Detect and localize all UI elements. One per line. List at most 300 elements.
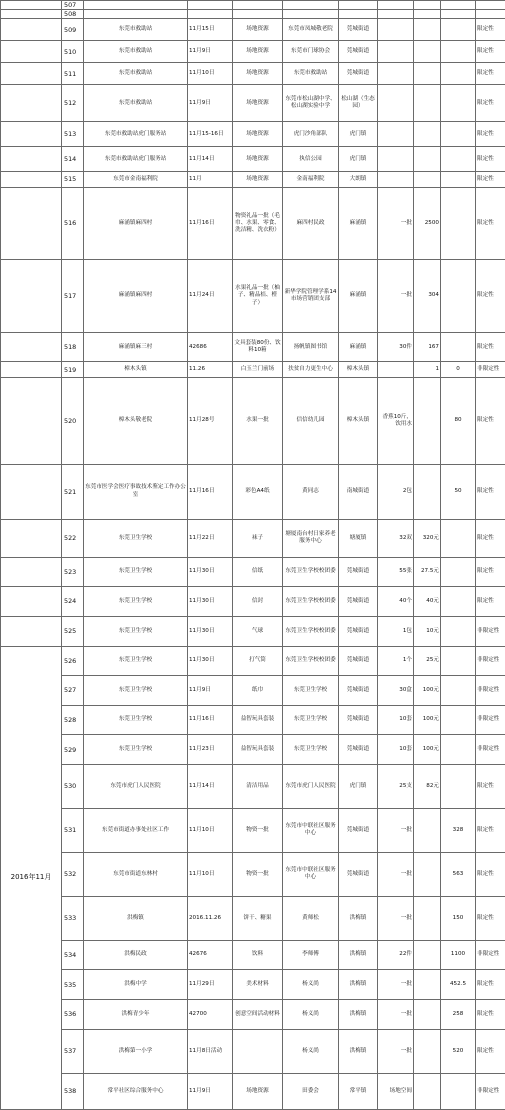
month-cell-empty (1, 172, 62, 187)
table-cell: 白玉兰门前场 (233, 362, 283, 377)
table-cell: 东莞市虎门人民医院 (283, 765, 339, 809)
table-cell: 非限定性 (476, 705, 505, 735)
table-cell: 11月9日 (188, 41, 233, 63)
table-cell (414, 41, 441, 63)
table-cell (441, 63, 476, 85)
table-cell: 东莞市救助站 (283, 63, 339, 85)
table-cell: 563 (441, 852, 476, 896)
table-cell: 莞城街道 (339, 41, 378, 63)
table-cell (476, 10, 505, 19)
table-row (1, 260, 505, 333)
table-cell (441, 616, 476, 646)
table-cell (414, 1, 441, 10)
table-row (1, 19, 505, 41)
table-cell: 11月9日 (188, 1073, 233, 1110)
table-cell (441, 676, 476, 706)
table-cell: 320元 (414, 519, 441, 557)
table-cell (441, 519, 476, 557)
table-cell: 限定性 (476, 557, 505, 587)
table-cell: 水果一批 (233, 377, 283, 464)
table-cell (441, 187, 476, 260)
table-cell: 非限定性 (476, 735, 505, 765)
table-cell: 东莞市中联社区服务中心 (283, 852, 339, 896)
table-cell: 东莞市街道东林村 (84, 852, 188, 896)
table-cell (414, 896, 441, 940)
table-cell: 袜子 (233, 519, 283, 557)
table-cell: 50 (441, 464, 476, 519)
table-cell: 限定性 (476, 377, 505, 464)
table-cell: 纸巾 (233, 676, 283, 706)
table-cell (414, 85, 441, 122)
table-cell (378, 172, 414, 187)
table-cell: 11月30日 (188, 557, 233, 587)
table-cell: 东莞卫生学校校团委 (283, 557, 339, 587)
table-cell: 莞城街道 (339, 735, 378, 765)
table-cell: 东莞市松山湖中学、松山湖实验中学 (283, 85, 339, 122)
table-row (1, 765, 505, 809)
table-cell: 虎门镇 (339, 765, 378, 809)
table-cell: 扶贫自力更生中心 (283, 362, 339, 377)
table-cell (378, 63, 414, 85)
table-row (1, 616, 505, 646)
table-cell (414, 464, 441, 519)
table-cell: 258 (441, 1000, 476, 1030)
table-cell: 11月16日 (188, 705, 233, 735)
table-cell (441, 765, 476, 809)
table-cell: 11月23日 (188, 735, 233, 765)
table-row (1, 646, 505, 676)
table-cell (441, 122, 476, 147)
table-cell (378, 362, 414, 377)
table-cell: 非限定性 (476, 1073, 505, 1110)
table-cell: 东莞卫生学校 (283, 676, 339, 706)
table-cell: 东莞卫生学校 (84, 557, 188, 587)
table-row (1, 852, 505, 896)
table-cell: 452.5 (441, 970, 476, 1000)
table-cell: 55张 (378, 557, 414, 587)
table-cell: 非限定性 (476, 362, 505, 377)
month-cell: 2016年11月 (1, 646, 62, 1110)
table-cell (339, 10, 378, 19)
table-cell (414, 852, 441, 896)
table-cell: 场地资源 (233, 63, 283, 85)
table-cell: 限定性 (476, 1029, 505, 1073)
table-cell: 一批 (378, 1029, 414, 1073)
table-cell: 40元 (414, 587, 441, 617)
table-cell: 益智玩具套装 (233, 705, 283, 735)
table-row (1, 1000, 505, 1030)
table-cell: 东莞卫生学校 (84, 676, 188, 706)
table-cell: 非限定性 (476, 940, 505, 970)
table-cell: 田委会 (283, 1073, 339, 1110)
month-cell-empty (1, 63, 62, 85)
table-cell: 10套 (378, 705, 414, 735)
row-number: 529 (62, 735, 84, 765)
table-cell (441, 332, 476, 362)
table-cell: 328 (441, 808, 476, 852)
table-cell (378, 10, 414, 19)
table-cell (414, 377, 441, 464)
table-cell: 限定性 (476, 808, 505, 852)
table-cell: 11月15日 (188, 19, 233, 41)
table-cell: 2包 (378, 464, 414, 519)
table-cell: 11月15-16日 (188, 122, 233, 147)
table-cell: 非限定性 (476, 646, 505, 676)
row-number: 509 (62, 19, 84, 41)
table-cell: 莞城街道 (339, 63, 378, 85)
table-cell (441, 1, 476, 10)
table-cell: 11.26 (188, 362, 233, 377)
table-cell: 非限定性 (476, 676, 505, 706)
table-cell (414, 147, 441, 172)
table-cell: 打气筒 (233, 646, 283, 676)
table-cell: 东莞市门球协会 (283, 41, 339, 63)
row-number: 518 (62, 332, 84, 362)
table-row (1, 85, 505, 122)
table-cell: 场地资源 (233, 122, 283, 147)
table-cell: 东莞卫生学校 (84, 616, 188, 646)
table-cell: 一批 (378, 896, 414, 940)
table-cell: 11月10日 (188, 852, 233, 896)
table-cell: 李师傅 (283, 940, 339, 970)
table-cell: 304 (414, 260, 441, 333)
table-cell: 限定性 (476, 187, 505, 260)
table-cell: 樟木头镇 (339, 362, 378, 377)
month-cell-empty (1, 557, 62, 587)
table-row (1, 587, 505, 617)
table-row (1, 41, 505, 63)
table-cell: 一批 (378, 852, 414, 896)
table-cell: 场地资源 (233, 147, 283, 172)
table-cell: 11月9日 (188, 85, 233, 122)
table-cell: 27.5元 (414, 557, 441, 587)
table-cell (441, 147, 476, 172)
table-cell: 莞城街道 (339, 852, 378, 896)
table-cell: 东莞市凤城敬老院 (283, 19, 339, 41)
row-number: 528 (62, 705, 84, 735)
row-number: 526 (62, 646, 84, 676)
table-cell: 黄师松 (283, 896, 339, 940)
table-row (1, 735, 505, 765)
table-cell: 东莞卫生学校校团委 (283, 616, 339, 646)
table-cell: 11月30日 (188, 587, 233, 617)
table-cell: 限定性 (476, 464, 505, 519)
table-cell (441, 705, 476, 735)
table-cell: 11月30日 (188, 616, 233, 646)
table-cell (441, 10, 476, 19)
row-number: 507 (62, 1, 84, 10)
month-cell-empty (1, 10, 62, 19)
table-cell: 气球 (233, 616, 283, 646)
month-cell-empty (1, 362, 62, 377)
table-cell: 11月10日 (188, 63, 233, 85)
table-cell: 彩色A4纸 (233, 464, 283, 519)
table-row (1, 1029, 505, 1073)
table-cell: 南城街道 (339, 464, 378, 519)
table-body (1, 1, 505, 1110)
row-number: 525 (62, 616, 84, 646)
month-cell-empty (1, 464, 62, 519)
row-number: 538 (62, 1073, 84, 1110)
table-cell: 11月14日 (188, 147, 233, 172)
table-row (1, 122, 505, 147)
table-cell: 25支 (378, 765, 414, 809)
table-cell: 莞城街道 (339, 557, 378, 587)
table-cell: 洪梅中学 (84, 970, 188, 1000)
table-row (1, 519, 505, 557)
table-cell: 11月14日 (188, 765, 233, 809)
table-cell: 信信幼儿园 (283, 377, 339, 464)
table-row (1, 1073, 505, 1110)
table-cell: 限定性 (476, 765, 505, 809)
table-cell (283, 10, 339, 19)
table-cell: 樟木头镇 (339, 377, 378, 464)
table-cell: 场地空间 (378, 1073, 414, 1110)
row-number: 527 (62, 676, 84, 706)
table-cell: 饮料 (233, 940, 283, 970)
table-cell (233, 1, 283, 10)
table-cell: 虎门镇 (339, 147, 378, 172)
table-cell (441, 41, 476, 63)
table-cell: 1包 (378, 616, 414, 646)
table-cell (414, 172, 441, 187)
table-cell: 限定性 (476, 122, 505, 147)
table-cell: 东莞卫生学校 (84, 587, 188, 617)
table-cell: 限定性 (476, 260, 505, 333)
table-cell (414, 19, 441, 41)
table-cell (188, 1, 233, 10)
row-number: 508 (62, 10, 84, 19)
table-cell: 洪梅镇 (339, 970, 378, 1000)
table-cell (476, 1, 505, 10)
table-cell (339, 1, 378, 10)
table-cell: 100元 (414, 705, 441, 735)
table-cell: 创意空间活动材料 (233, 1000, 283, 1030)
table-cell: 82元 (414, 765, 441, 809)
table-cell: 莞城街道 (339, 676, 378, 706)
table-cell: 东莞卫生学校校团委 (283, 587, 339, 617)
table-cell: 新华学院管理学系14市场营销团支部 (283, 260, 339, 333)
table-row (1, 676, 505, 706)
table-cell: 东莞市虎门人民医院 (84, 765, 188, 809)
table-cell: 东莞卫生学校 (84, 519, 188, 557)
table-row (1, 1, 505, 10)
row-number: 532 (62, 852, 84, 896)
month-cell-empty (1, 122, 62, 147)
table-cell (441, 172, 476, 187)
table-cell: 清洁用品 (233, 765, 283, 809)
row-number: 520 (62, 377, 84, 464)
row-number: 515 (62, 172, 84, 187)
table-cell: 32双 (378, 519, 414, 557)
table-cell: 1个 (378, 646, 414, 676)
table-cell: 限定性 (476, 19, 505, 41)
table-cell: 限定性 (476, 41, 505, 63)
table-cell: 2016.11.26 (188, 896, 233, 940)
table-row (1, 970, 505, 1000)
table-cell: 麻涌镇麻四村 (84, 260, 188, 333)
table-cell: 167 (414, 332, 441, 362)
table-cell: 物资一批 (233, 808, 283, 852)
table-cell: 限定性 (476, 587, 505, 617)
table-cell: 限定性 (476, 172, 505, 187)
table-cell (378, 85, 414, 122)
table-cell (378, 1, 414, 10)
table-cell (414, 1000, 441, 1030)
table-cell: 麻涌镇麻三村 (84, 332, 188, 362)
table-cell: 东莞卫生学校 (84, 735, 188, 765)
table-cell: 信纸 (233, 557, 283, 587)
table-cell: 一批 (378, 260, 414, 333)
table-cell: 莞城街道 (339, 616, 378, 646)
table-cell: 东莞市救助站 (84, 63, 188, 85)
table-cell: 洪梅民政 (84, 940, 188, 970)
month-cell-empty (1, 19, 62, 41)
table-cell: 40个 (378, 587, 414, 617)
row-number: 510 (62, 41, 84, 63)
table-cell: 42700 (188, 1000, 233, 1030)
table-cell (84, 10, 188, 19)
table-cell: 麻涌镇 (339, 260, 378, 333)
table-cell: 洪梅镇 (339, 896, 378, 940)
table-row (1, 557, 505, 587)
table-cell (441, 587, 476, 617)
table-row (1, 464, 505, 519)
table-cell (378, 147, 414, 172)
table-cell: 洪梅镇 (339, 1029, 378, 1073)
row-number: 516 (62, 187, 84, 260)
table-cell: 东莞市街道办事处社区工作 (84, 808, 188, 852)
table-cell: 30件 (378, 332, 414, 362)
table-cell: 洪梅第一小学 (84, 1029, 188, 1073)
table-cell: 一批 (378, 187, 414, 260)
table-cell: 莞城街道 (339, 587, 378, 617)
table-cell: 塘厦南台村日家养老服务中心 (283, 519, 339, 557)
table-cell: 麻涌镇麻四村 (84, 187, 188, 260)
table-cell: 虎门沙角部队 (283, 122, 339, 147)
table-cell: 10元 (414, 616, 441, 646)
table-cell (414, 63, 441, 85)
table-cell: 限定性 (476, 85, 505, 122)
month-cell-empty (1, 616, 62, 646)
table-cell: 文具套装80份、饮料10箱 (233, 332, 283, 362)
table-cell: 莞城街道 (339, 808, 378, 852)
table-cell: 11月24日 (188, 260, 233, 333)
table-cell (84, 1, 188, 10)
table-cell: 水果礼品一批（柚子、精品桔、橙子） (233, 260, 283, 333)
table-cell: 洪梅镇 (339, 1000, 378, 1030)
table-cell: 美术材料 (233, 970, 283, 1000)
table-cell: 香蕉10斤，饮用水 (378, 377, 414, 464)
month-cell-empty (1, 260, 62, 333)
table-row (1, 63, 505, 85)
table-cell (441, 19, 476, 41)
table-cell: 限定性 (476, 852, 505, 896)
table-cell (283, 1, 339, 10)
table-cell: 常平社区综合服务中心 (84, 1073, 188, 1110)
table-cell: 场地资源 (233, 41, 283, 63)
table-cell: 杨义尚 (283, 970, 339, 1000)
month-cell-empty (1, 587, 62, 617)
table-cell: 11月9日 (188, 676, 233, 706)
table-cell: 1100 (441, 940, 476, 970)
row-number: 530 (62, 765, 84, 809)
table-row (1, 332, 505, 362)
row-number: 534 (62, 940, 84, 970)
table-cell: 麻涌镇 (339, 332, 378, 362)
table-cell: 洪梅镇 (339, 940, 378, 970)
table-cell: 11月28号 (188, 377, 233, 464)
table-cell: 限定性 (476, 63, 505, 85)
table-cell (414, 122, 441, 147)
table-cell: 东莞市中联社区服务中心 (283, 808, 339, 852)
table-cell: 洪梅镇 (84, 896, 188, 940)
table-cell: 东莞卫生学校 (84, 646, 188, 676)
table-cell: 11月22日 (188, 519, 233, 557)
table-row (1, 187, 505, 260)
table-cell: 益智玩具套装 (233, 735, 283, 765)
table-cell: 22件 (378, 940, 414, 970)
table-cell: 杨义尚 (283, 1029, 339, 1073)
row-number: 537 (62, 1029, 84, 1073)
table-row (1, 377, 505, 464)
table-cell: 东莞市救助站虎门服务站 (84, 147, 188, 172)
table-cell: 11月30日 (188, 646, 233, 676)
table-cell: 洪梅青少年 (84, 1000, 188, 1030)
table-cell: 10套 (378, 735, 414, 765)
table-cell (441, 557, 476, 587)
table-cell: 物资礼品一批（毛巾、水果、零食、洗洁精、洗衣粉） (233, 187, 283, 260)
table-cell: 100元 (414, 676, 441, 706)
table-cell: 东莞卫生学校 (283, 735, 339, 765)
table-cell: 莞城街道 (339, 705, 378, 735)
table-cell (233, 1029, 283, 1073)
table-cell: 黄同志 (283, 464, 339, 519)
table-cell: 限定性 (476, 970, 505, 1000)
table-cell: 80 (441, 377, 476, 464)
table-cell (188, 10, 233, 19)
table-cell: 100元 (414, 735, 441, 765)
table-cell: 大朗镇 (339, 172, 378, 187)
table-cell: 11月29日 (188, 970, 233, 1000)
table-row (1, 10, 505, 19)
table-cell: 场地资源 (233, 85, 283, 122)
table-cell: 饼干、糖果 (233, 896, 283, 940)
table-cell (441, 646, 476, 676)
table-cell (378, 19, 414, 41)
table-cell: 场地资源 (233, 19, 283, 41)
table-cell: 虎门镇 (339, 122, 378, 147)
row-number: 533 (62, 896, 84, 940)
table-cell: 11月10日 (188, 808, 233, 852)
table-cell: 一批 (378, 1000, 414, 1030)
row-number: 511 (62, 63, 84, 85)
table-cell: 东莞市医学会医疗事故技术鉴定工作办公室 (84, 464, 188, 519)
table-cell: 东莞市金南福利院 (84, 172, 188, 187)
table-cell: 11月16日 (188, 464, 233, 519)
table-cell: 限定性 (476, 147, 505, 172)
table-cell: 一批 (378, 808, 414, 852)
table-cell: 东莞市救助站 (84, 19, 188, 41)
row-number: 536 (62, 1000, 84, 1030)
table-cell: 东莞市救助站虎门服务站 (84, 122, 188, 147)
table-cell: 150 (441, 896, 476, 940)
table-cell: 麻涌镇 (339, 187, 378, 260)
month-cell-empty (1, 1, 62, 10)
table-cell: 2500 (414, 187, 441, 260)
table-cell: 扬帆镇图书馆 (283, 332, 339, 362)
table-cell: 限定性 (476, 896, 505, 940)
